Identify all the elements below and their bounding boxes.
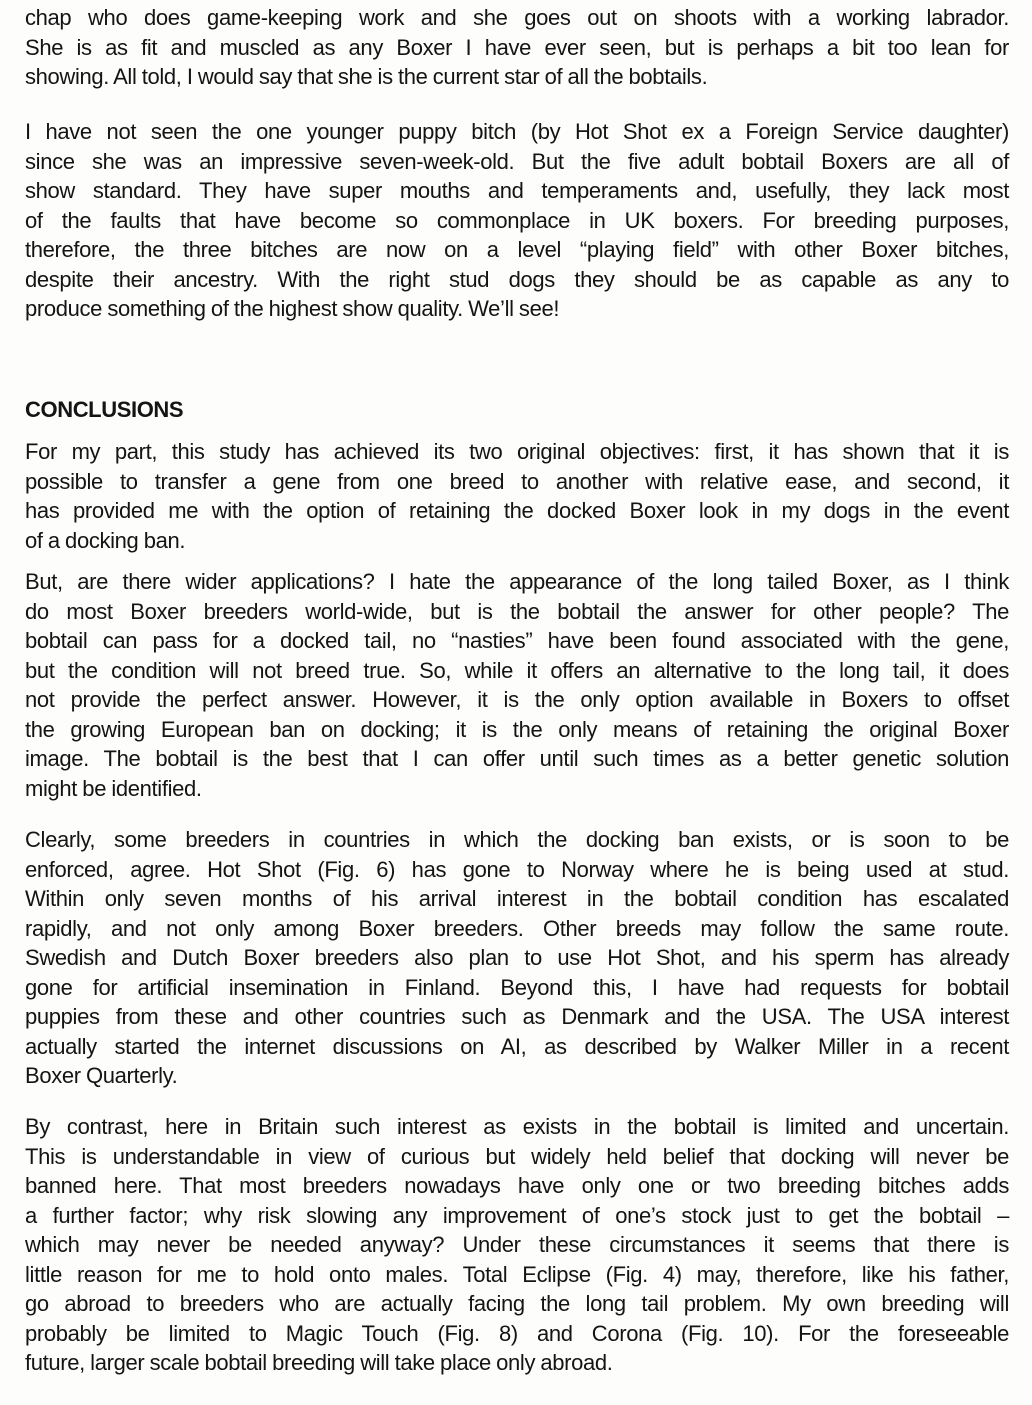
text-line: since she was an impressive seven-week-old. But the five adult bobtail Boxers are all of	[25, 148, 1009, 174]
text-line: might be identified.	[25, 775, 202, 801]
text-line: image. The bobtail is the best that I can offer until such times as a better genetic solution	[25, 746, 1009, 771]
text-line: puppies from these and other countries such as Denmark and the USA. The USA interest	[25, 1004, 1009, 1029]
text-line: probably be limited to Magic Touch (Fig. 8) and Corona (Fig. 10). For the foreseeable	[25, 1320, 1009, 1346]
text-line: By contrast, here in Britain such interest as exists in the bobtail is limited and uncertain.	[25, 1114, 1009, 1139]
text-line: Swedish and Dutch Boxer breeders also plan to use Hot Shot, and his sperm has already	[25, 945, 1009, 970]
text-line: rapidly, and not only among Boxer breeders. Other breeds may follow the same route.	[25, 915, 1009, 941]
text-line: therefore, the three bitches are now on a level “playing field” with other Boxer bitches,	[25, 237, 1009, 262]
text-line: gone for artificial insemination in Finland. Beyond this, I have had requests for bobtail	[25, 974, 1009, 1000]
text-line: not provide the perfect answer. However, it is the only option available in Boxers to offset	[25, 687, 1009, 712]
text-line: actually started the internet discussions on AI, as described by Walker Miller in a recent	[25, 1033, 1009, 1059]
text-line: has provided me with the option of retaining the docked Boxer look in my dogs in the event	[25, 498, 1009, 523]
text-line: go abroad to breeders who are actually facing the long tail problem. My own breeding will	[25, 1291, 1009, 1316]
text-line: showing. All told, I would say that she is the current star of all the bobtails.	[25, 64, 708, 89]
paragraph-britain	[25, 1112, 1009, 1378]
text-line: do most Boxer breeders world-wide, but is the bobtail the answer for other people? The	[25, 598, 1009, 624]
text-line: little reason for me to hold onto males. Total Eclipse (Fig. 4) may, therefore, like his father,	[25, 1261, 1009, 1287]
text-line: Boxer Quarterly.	[25, 1063, 178, 1088]
text-line: This is understandable in view of curious but widely held belief that docking will never be	[25, 1143, 1009, 1169]
text-line: enforced, agree. Hot Shot (Fig. 6) has gone to Norway where he is being used at stud.	[25, 856, 1009, 882]
text-line: She is as fit and muscled as any Boxer I have ever seen, but is perhaps a bit too lean for	[25, 34, 1009, 60]
text-line: bobtail can pass for a docked tail, no “nasties” have been found associated with the gene,	[25, 628, 1009, 653]
text-line: I have not seen the one younger puppy bitch (by Hot Shot ex a Foreign Service daughter)	[25, 119, 1009, 144]
text-line: of a docking ban.	[25, 527, 186, 553]
paragraph-other-countries	[25, 825, 1009, 1091]
text-line: a further factor; why risk slowing any improvement of one’s stock just to get the bobtail –	[25, 1202, 1009, 1228]
text-line: show standard. They have super mouths and temperaments and, usefully, they lack most	[25, 178, 1009, 203]
paragraph-objectives	[25, 437, 1009, 555]
text-line: of the faults that have become so commonplace in UK boxers. For breeding purposes,	[25, 207, 1009, 233]
text-line: produce something of the highest show quality. We’ll see!	[25, 296, 560, 321]
text-line: But, are there wider applications? I hate the appearance of the long tailed Boxer, as I think	[25, 569, 1009, 594]
text-line: despite their ancestry. With the right stud dogs they should be as capable as any to	[25, 266, 1009, 292]
text-line: but the condition will not breed true. So, while it offers an alternative to the long tail, it does	[25, 657, 1009, 683]
text-line: the growing European ban on docking; it is the only means of retaining the original Boxer	[25, 716, 1009, 742]
text-line: chap who does game-keeping work and she goes out on shoots with a working labrador.	[25, 5, 1009, 30]
paragraph-continuation	[25, 3, 1009, 92]
section-heading-conclusions: CONCLUSIONS	[25, 397, 184, 422]
text-line: future, larger scale bobtail breeding will take place only abroad.	[25, 1350, 613, 1375]
paragraph-puppy-bitch	[25, 117, 1009, 324]
text-line: Within only seven months of his arrival interest in the bobtail condition has escalated	[25, 886, 1009, 911]
text-line: which may never be needed anyway? Under these circumstances it seems that there is	[25, 1232, 1009, 1257]
text-line: Clearly, some breeders in countries in which the docking ban exists, or is soon to be	[25, 827, 1009, 852]
text-line: banned here. That most breeders nowadays have only one or two breeding bitches adds	[25, 1173, 1009, 1198]
text-line: possible to transfer a gene from one breed to another with relative ease, and second, it	[25, 468, 1009, 494]
text-line: For my part, this study has achieved its two original objectives: first, it has shown that it is	[25, 439, 1009, 464]
paragraph-wider-applications	[25, 567, 1009, 803]
